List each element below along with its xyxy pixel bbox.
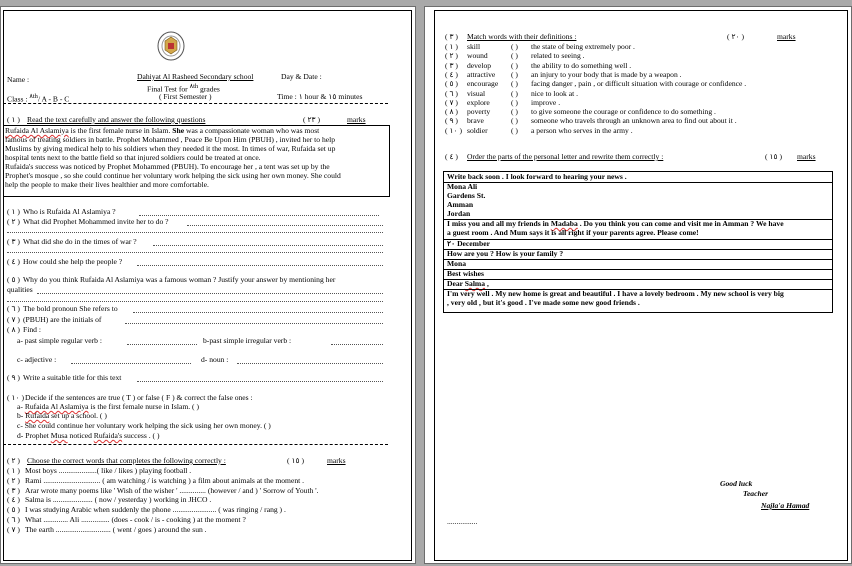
answer-parentheses[interactable]: ( ) <box>511 107 518 117</box>
q1-marks-number: ( ٢٣ ) <box>303 115 321 124</box>
row-divider <box>444 269 832 270</box>
question-text: What did she do in the times of war ? <box>23 237 137 246</box>
passage-line: hospital tents next to the battle field so that injured soldiers could be treated at once. <box>5 153 261 162</box>
match-number: ( ٨ ) <box>445 107 458 117</box>
day-date-label: Day & Date : <box>281 72 322 81</box>
match-definition: facing danger , pain , or difficult situation with courage or confidence . <box>531 79 747 89</box>
good-luck-text: Good luck <box>720 479 753 488</box>
match-word: develop <box>467 60 492 70</box>
match-number: ( ١ ) <box>445 42 458 51</box>
question-number: ( ٧ ) <box>7 315 20 324</box>
true-false-item: b- Rufaida set up a school. ( ) <box>17 411 107 420</box>
match-definition: improve . <box>531 97 561 107</box>
q3-number: ( ٣ ) <box>445 32 458 41</box>
passage-line: help the people to make their lives healthier and more comfortable. <box>5 180 209 189</box>
question-text: Find : <box>23 325 41 334</box>
semester-label: ( First Semester ) <box>159 92 212 101</box>
row-divider <box>444 182 832 183</box>
question-number: ( ١ ) <box>7 207 20 216</box>
match-number: ( ٣ ) <box>445 60 458 70</box>
q4-instruction: Order the parts of the personal letter and rewrite them correctly : <box>467 152 664 161</box>
letter-part: Dear Salma , <box>447 279 489 288</box>
reading-passage <box>3 125 390 197</box>
answer-parentheses[interactable]: ( ) <box>511 51 518 61</box>
match-definition: a person who serves in the army . <box>531 125 633 135</box>
match-number: ( ٧ ) <box>445 97 458 107</box>
answer-parentheses[interactable]: ( ) <box>511 88 518 98</box>
answer-line[interactable] <box>7 252 383 253</box>
answer-parentheses[interactable]: ( ) <box>511 97 518 107</box>
match-number: ( ١٠ ) <box>445 125 463 135</box>
match-word: brave <box>467 116 484 126</box>
question-text: Decide if the sentences are true ( T ) or false ( F ) & correct the false ones : <box>25 393 253 402</box>
question-text: How could she help the people ? <box>23 257 123 266</box>
letter-part: How are you ? How is your family ? <box>447 249 564 258</box>
letter-part: Mona <box>447 259 466 268</box>
q4-marks-number: ( ١٥ ) <box>765 152 783 161</box>
letter-part: Mona Ali <box>447 182 478 191</box>
question-text: Who is Rufaida Al Aslamiya ? <box>23 207 116 216</box>
row-divider <box>444 279 832 280</box>
q1-number: ( ١ ) <box>7 115 20 124</box>
row-divider <box>444 259 832 260</box>
answer-line[interactable] <box>331 344 383 345</box>
answer-parentheses[interactable]: ( ) <box>511 60 518 70</box>
choice-item: Salma is ..................... ( now / yesterday ) working in JHCO . <box>25 495 212 504</box>
match-definition: nice to look at . <box>531 88 579 98</box>
answer-line[interactable] <box>137 381 383 382</box>
question-number: ( ٣ ) <box>7 237 20 246</box>
match-number: ( ٥ ) <box>445 79 458 89</box>
letter-part: Amman <box>447 200 474 209</box>
choice-number: ( ٣ ) <box>7 486 20 495</box>
q2-number: ( ٢ ) <box>7 456 20 465</box>
test-title: Final Test for $^{٨th}$ grades <box>147 83 220 94</box>
letter-part: I miss you and all my friends in Madaba . Do you think you can come and visit me in Amman ? We have <box>447 219 784 228</box>
match-word: visual <box>467 88 486 98</box>
q2-marks-label: marks <box>327 456 346 465</box>
answer-line[interactable] <box>237 363 383 364</box>
passage-line: Muslims by giving medical help to his soldiers when they needed it the most. In times of war, Rufaida set up <box>5 144 336 153</box>
question-number: ( ٨ ) <box>7 325 20 334</box>
match-definition: someone who travels through an unknown area to find out about it . <box>531 116 737 126</box>
true-false-item: a- Rufaida Al Aslamiya is the first female nurse in Islam. ( ) <box>17 402 200 411</box>
name-label: Name : <box>7 75 30 84</box>
true-false-item: c- She could continue her voluntary work helping the sick using her own money. ( ) <box>17 421 271 430</box>
divider <box>3 103 388 104</box>
letter-part: I'm very well . My new home is great and beautiful . I have a lovely bedroom . My new school is very big <box>447 289 784 298</box>
answer-parentheses[interactable]: ( ) <box>511 116 518 126</box>
teacher-label: Teacher <box>743 489 769 498</box>
answer-parentheses[interactable]: ( ) <box>511 125 518 135</box>
time-label: Time : ١ hour & ١٥ minutes <box>277 92 363 101</box>
choice-number: ( ٥ ) <box>7 505 20 514</box>
find-past-irregular: b-past simple irregular verb : <box>203 336 292 345</box>
q4-marks-label: marks <box>797 152 816 161</box>
match-number: ( ٤ ) <box>445 69 458 79</box>
find-past-regular: a- past simple regular verb : <box>17 336 102 345</box>
answer-line[interactable] <box>187 225 383 226</box>
match-number: ( ٦ ) <box>445 88 458 98</box>
match-word: explore <box>467 97 490 107</box>
letter-part: a guest room . And Mum says it is all right if your parents agree. Please come! <box>447 228 699 237</box>
exam-page-1 <box>0 6 416 564</box>
choice-number: ( ٢ ) <box>7 476 20 485</box>
q2-marks-number: ( ١٥ ) <box>287 456 305 465</box>
passage-line: Prophet's mosque , so she could continue her voluntary work helping the sick using her own money. She could <box>5 171 341 180</box>
passage-line: famous of treating soldiers in battle. Prophet Mohammed , Peace Be Upon Him (PBUH) , invited her to help <box>5 135 336 144</box>
question-text: What did Prophet Mohammed invite her to do ? <box>23 217 169 226</box>
answer-line[interactable] <box>139 215 379 216</box>
answer-line[interactable] <box>153 245 383 246</box>
q3-marks-number: ( ٢٠ ) <box>727 32 745 41</box>
choice-item: Most boys ....................( like / likes ) playing football . <box>25 466 192 475</box>
match-word: wound <box>467 51 488 61</box>
row-divider <box>444 239 832 240</box>
choice-item: Rami .............................. ( am watching / is watching ) a film about animals at the moment . <box>25 476 305 485</box>
match-word: encourage <box>467 79 499 89</box>
answer-parentheses[interactable]: ( ) <box>511 42 518 51</box>
choice-number: ( ١ ) <box>7 466 20 475</box>
find-noun: d- noun : <box>201 355 229 364</box>
answer-line[interactable] <box>137 265 383 266</box>
choice-item: Arar wrote many poems like ' Wish of the wisher ' .............. (however / and ) ' Sorrow of Youth '. <box>25 486 319 495</box>
q1-instruction: Read the text carefully and answer the following questions <box>27 115 206 124</box>
question-number: ( ٤ ) <box>7 257 20 266</box>
answer-line[interactable] <box>7 301 383 302</box>
choice-item: What ............. Ali ............... (does - cook / is - cooking ) at the moment ? <box>25 515 246 524</box>
q1-marks-label: marks <box>347 115 366 124</box>
question-number: ( ١٠ ) <box>7 393 25 402</box>
class-label: Class : $^{٨th}$/ A - B - C <box>7 93 70 104</box>
answer-line[interactable] <box>7 232 383 233</box>
match-definition: related to seeing . <box>531 51 585 61</box>
teacher-name: Najla'a Hamad <box>761 501 810 510</box>
exam-page-2 <box>424 6 852 564</box>
q3-instruction: Match words with their definitions : <box>467 32 577 41</box>
choice-item: I was studying Arabic when suddenly the phone ....................... ( was ringing / rang ) . <box>25 505 286 514</box>
letter-part: , very old , but it's good . I've made some new good friends . <box>447 298 640 307</box>
letter-part: Best wishes <box>447 269 484 278</box>
school-name: Dahiyat Al Rasheed Secondary school <box>137 72 254 81</box>
answer-line[interactable] <box>71 363 191 364</box>
answer-line[interactable] <box>133 312 383 313</box>
question-text: (PBUH) are the initials of <box>23 315 102 324</box>
q2-instruction: Choose the correct words that completes the following correctly : <box>27 456 226 465</box>
match-definition: the ability to do something well . <box>531 60 632 70</box>
letter-part: Gardens St. <box>447 191 486 200</box>
question-number: ( ٦ ) <box>7 304 20 313</box>
letter-part: Write back soon . I look forward to hearing your news . <box>447 172 627 181</box>
match-word: poverty <box>467 107 491 117</box>
q4-number: ( ٤ ) <box>445 152 458 161</box>
answer-parentheses[interactable]: ( ) <box>511 79 518 89</box>
school-crest-icon <box>157 31 185 61</box>
passage-line: Rufaida Al Aslamiya is the first female nurse in Islam. She was a compassionate woman who was most <box>5 126 320 135</box>
match-definition: the state of being extremely poor . <box>531 42 635 51</box>
match-number: ( ٩ ) <box>445 116 458 126</box>
letter-parts-box <box>443 171 833 313</box>
answer-line[interactable] <box>125 323 383 324</box>
match-number: ( ٢ ) <box>445 51 458 61</box>
match-word: soldier <box>467 125 488 135</box>
answer-line[interactable] <box>127 344 197 345</box>
match-word: skill <box>467 42 481 51</box>
answer-line[interactable] <box>37 293 383 294</box>
divider <box>3 444 388 445</box>
question-text: The bold pronoun She refers to <box>23 304 118 313</box>
match-word: attractive <box>467 69 496 79</box>
true-false-item: d- Prophet Musa noticed Rufaida's success . ( ) <box>17 431 160 440</box>
question-number: ( ٩ ) <box>7 373 20 382</box>
choice-number: ( ٦ ) <box>7 515 20 524</box>
letter-part: Jordan <box>447 209 471 218</box>
letter-part: ٢٠ December <box>447 239 490 248</box>
passage-line: Rufaida's success was noticed by Prophet Mohammed (PBUH). To encourage her , a tent was set up by the <box>5 162 330 171</box>
find-adjective: c- adjective : <box>17 355 57 364</box>
choice-number: ( ٧ ) <box>7 525 20 534</box>
answer-parentheses[interactable]: ( ) <box>511 69 518 79</box>
match-definition: an injury to your body that is made by a weapon . <box>531 69 682 79</box>
question-number: ( ٢ ) <box>7 217 20 226</box>
q3-marks-label: marks <box>777 32 796 41</box>
question-number: ( ٥ ) <box>7 275 20 284</box>
dotted-line: ................ <box>447 517 478 526</box>
match-definition: to give someone the courage or confidence to do something . <box>531 107 716 117</box>
question-text: qualities <box>7 285 33 294</box>
choice-number: ( ٤ ) <box>7 495 20 504</box>
question-text: Write a suitable title for this text <box>23 373 122 382</box>
choice-item: The earth ............................. ( went / goes ) around the sun . <box>25 525 207 534</box>
question-text: Why do you think Rufaida Al Aslamiya was a famous woman ? Justify your answer by mentioning her <box>23 275 336 284</box>
